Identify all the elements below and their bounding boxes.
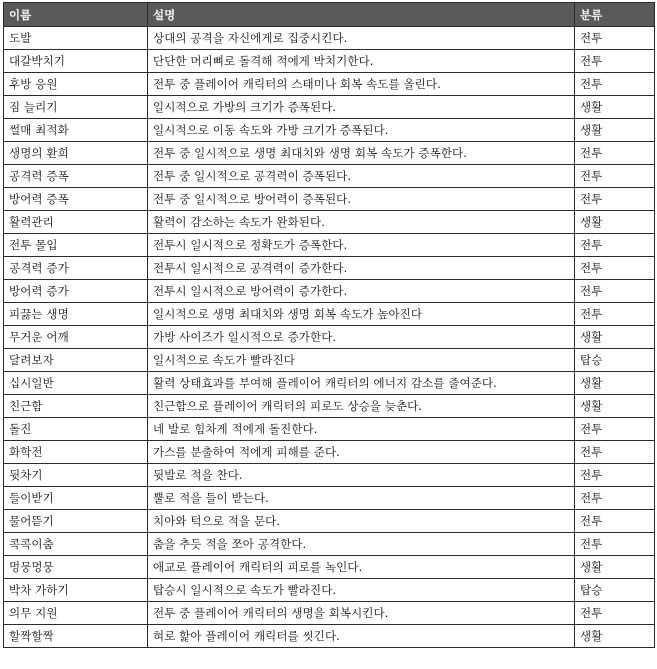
table-row bbox=[4, 441, 655, 464]
cell-name: 썰매 최적화 bbox=[4, 119, 148, 142]
table-row bbox=[4, 73, 655, 96]
cell-category: 전투 bbox=[575, 303, 655, 326]
cell-category: 생활 bbox=[575, 372, 655, 395]
cell-category: 탑승 bbox=[575, 579, 655, 602]
cell-name: 뒷차기 bbox=[4, 464, 148, 487]
cell-description: 상대의 공격을 자신에게로 집중시킨다. bbox=[148, 27, 575, 50]
cell-description: 혀로 핥아 플레이어 캐릭터를 씻긴다. bbox=[148, 625, 575, 648]
cell-description: 전투시 일시적으로 정확도가 증폭한다. bbox=[148, 234, 575, 257]
table-row bbox=[4, 533, 655, 556]
cell-category: 전투 bbox=[575, 73, 655, 96]
cell-description: 활력 상태효과를 부여해 플레이어 캐릭터의 에너지 감소를 줄여준다. bbox=[148, 372, 575, 395]
skill-table bbox=[3, 2, 655, 648]
cell-category: 생활 bbox=[575, 326, 655, 349]
table-row bbox=[4, 303, 655, 326]
cell-name: 전투 몰입 bbox=[4, 234, 148, 257]
cell-name: 방어력 증가 bbox=[4, 280, 148, 303]
table-row bbox=[4, 510, 655, 533]
cell-name: 무거운 어깨 bbox=[4, 326, 148, 349]
cell-name: 돌진 bbox=[4, 418, 148, 441]
cell-name: 할짝할짝 bbox=[4, 625, 148, 648]
cell-name: 활력관리 bbox=[4, 211, 148, 234]
column-header-name: 이름 bbox=[4, 3, 148, 27]
cell-description: 네 발로 힘차게 적에게 돌진한다. bbox=[148, 418, 575, 441]
cell-description: 애교로 플레이어 캐릭터의 피로를 녹인다. bbox=[148, 556, 575, 579]
cell-category: 생활 bbox=[575, 211, 655, 234]
table-row bbox=[4, 602, 655, 625]
cell-description: 일시적으로 이동 속도와 가방 크기가 증폭된다. bbox=[148, 119, 575, 142]
cell-name: 공격력 증가 bbox=[4, 257, 148, 280]
cell-category: 전투 bbox=[575, 188, 655, 211]
table-row bbox=[4, 257, 655, 280]
table-row bbox=[4, 418, 655, 441]
cell-name: 의무 지원 bbox=[4, 602, 148, 625]
cell-name: 대갈박치기 bbox=[4, 50, 148, 73]
cell-name: 피끓는 생명 bbox=[4, 303, 148, 326]
cell-category: 탑승 bbox=[575, 349, 655, 372]
table-row bbox=[4, 188, 655, 211]
cell-description: 전투시 일시적으로 방어력이 증가한다. bbox=[148, 280, 575, 303]
table-row bbox=[4, 211, 655, 234]
table-row bbox=[4, 27, 655, 50]
cell-name: 생명의 환희 bbox=[4, 142, 148, 165]
table-row bbox=[4, 395, 655, 418]
cell-category: 전투 bbox=[575, 142, 655, 165]
cell-category: 생활 bbox=[575, 395, 655, 418]
cell-description: 치아와 턱으로 적을 문다. bbox=[148, 510, 575, 533]
cell-description: 가스를 분출하여 적에게 피해를 준다. bbox=[148, 441, 575, 464]
cell-description: 활력이 감소하는 속도가 완화된다. bbox=[148, 211, 575, 234]
cell-category: 생활 bbox=[575, 119, 655, 142]
column-header-category: 분류 bbox=[575, 3, 655, 27]
table-row bbox=[4, 349, 655, 372]
table-row bbox=[4, 625, 655, 648]
column-header-description: 설명 bbox=[148, 3, 575, 27]
cell-description: 일시적으로 가방의 크기가 증폭된다. bbox=[148, 96, 575, 119]
cell-description: 전투 중 일시적으로 방어력이 증폭된다. bbox=[148, 188, 575, 211]
cell-description: 뒷발로 적을 찬다. bbox=[148, 464, 575, 487]
cell-description: 가방 사이즈가 일시적으로 증가한다. bbox=[148, 326, 575, 349]
table-body bbox=[4, 27, 655, 648]
cell-name: 달려보자 bbox=[4, 349, 148, 372]
cell-description: 전투 중 일시적으로 공격력이 증폭된다. bbox=[148, 165, 575, 188]
cell-description: 일시적으로 생명 최대치와 생명 회복 속도가 높아진다 bbox=[148, 303, 575, 326]
table-row bbox=[4, 487, 655, 510]
cell-category: 전투 bbox=[575, 257, 655, 280]
cell-category: 생활 bbox=[575, 556, 655, 579]
table-row bbox=[4, 234, 655, 257]
cell-category: 전투 bbox=[575, 602, 655, 625]
cell-name: 공격력 증폭 bbox=[4, 165, 148, 188]
table-row bbox=[4, 579, 655, 602]
cell-category: 전투 bbox=[575, 234, 655, 257]
table-row bbox=[4, 372, 655, 395]
cell-name: 후방 응원 bbox=[4, 73, 148, 96]
table-row bbox=[4, 464, 655, 487]
cell-category: 전투 bbox=[575, 533, 655, 556]
cell-description: 일시적으로 속도가 빨라진다 bbox=[148, 349, 575, 372]
cell-name: 물어뜯기 bbox=[4, 510, 148, 533]
cell-description: 전투 중 플레이어 캐릭터의 스태미나 회복 속도를 올린다. bbox=[148, 73, 575, 96]
cell-category: 전투 bbox=[575, 510, 655, 533]
cell-category: 생활 bbox=[575, 96, 655, 119]
table-row bbox=[4, 165, 655, 188]
table-row bbox=[4, 280, 655, 303]
cell-name: 짐 늘리기 bbox=[4, 96, 148, 119]
cell-description: 친근함으로 플레이어 캐릭터의 피로도 상승을 늦춘다. bbox=[148, 395, 575, 418]
cell-description: 뿔로 적을 들이 받는다. bbox=[148, 487, 575, 510]
cell-description: 전투 중 플레이어 캐릭터의 생명을 회복시킨다. bbox=[148, 602, 575, 625]
cell-category: 전투 bbox=[575, 441, 655, 464]
table-row bbox=[4, 326, 655, 349]
cell-name: 들이받기 bbox=[4, 487, 148, 510]
table-row bbox=[4, 50, 655, 73]
cell-name: 박차 가하기 bbox=[4, 579, 148, 602]
cell-category: 전투 bbox=[575, 50, 655, 73]
cell-category: 전투 bbox=[575, 27, 655, 50]
cell-category: 생활 bbox=[575, 625, 655, 648]
cell-description: 탑승시 일시적으로 속도가 빨라진다. bbox=[148, 579, 575, 602]
table-row bbox=[4, 142, 655, 165]
cell-name: 도발 bbox=[4, 27, 148, 50]
cell-name: 십시일반 bbox=[4, 372, 148, 395]
cell-name: 콕콕이춤 bbox=[4, 533, 148, 556]
cell-name: 화학전 bbox=[4, 441, 148, 464]
cell-description: 춤을 추듯 적을 쪼아 공격한다. bbox=[148, 533, 575, 556]
cell-name: 방어력 증폭 bbox=[4, 188, 148, 211]
cell-category: 전투 bbox=[575, 280, 655, 303]
cell-category: 전투 bbox=[575, 418, 655, 441]
cell-description: 전투시 일시적으로 공격력이 증가한다. bbox=[148, 257, 575, 280]
cell-name: 친근함 bbox=[4, 395, 148, 418]
cell-description: 전투 중 일시적으로 생명 최대치와 생명 회복 속도가 증폭한다. bbox=[148, 142, 575, 165]
table-row bbox=[4, 96, 655, 119]
cell-name: 멍뭉멍뭉 bbox=[4, 556, 148, 579]
header-row bbox=[4, 3, 655, 27]
table-row bbox=[4, 119, 655, 142]
table-row bbox=[4, 556, 655, 579]
cell-category: 전투 bbox=[575, 464, 655, 487]
cell-category: 전투 bbox=[575, 165, 655, 188]
cell-description: 단단한 머리뼈로 돌격해 적에게 박치기한다. bbox=[148, 50, 575, 73]
cell-category: 전투 bbox=[575, 487, 655, 510]
